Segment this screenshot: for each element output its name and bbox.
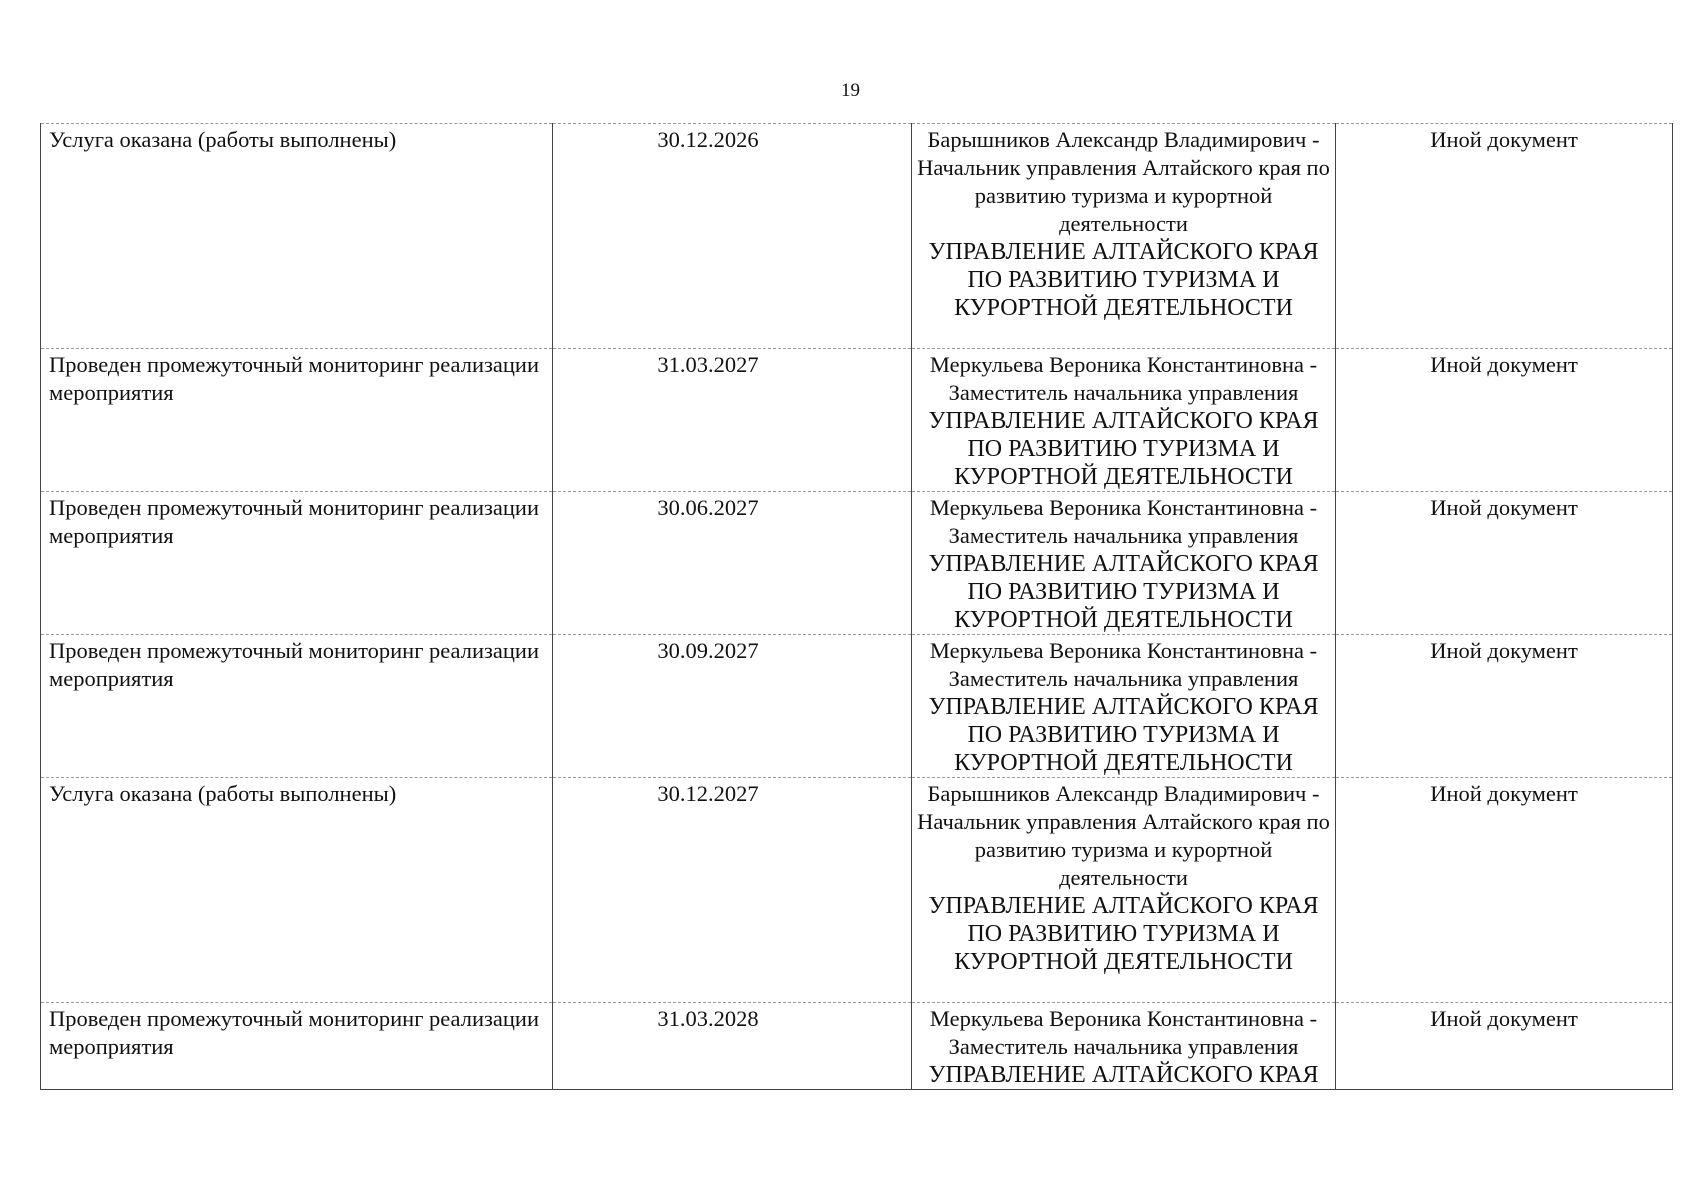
document-type-cell: Иной документ xyxy=(1336,492,1673,635)
result-cell: Проведен промежуточный мониторинг реализации мероприятия xyxy=(41,635,553,778)
date-text: 31.03.2027 xyxy=(657,352,759,377)
result-cell: Услуга оказана (работы выполнены) xyxy=(41,778,553,1003)
table-row xyxy=(41,492,1673,635)
document-type-cell: Иной документ xyxy=(1336,349,1673,492)
table-row xyxy=(41,778,1673,1003)
date-text: 30.09.2027 xyxy=(657,638,759,663)
date-text: 30.06.2027 xyxy=(657,495,759,520)
date-cell xyxy=(553,492,912,635)
responsible-person: Меркульева Вероника Константиновна - Заместитель начальника управления xyxy=(929,352,1318,405)
responsible-cell xyxy=(912,492,1336,635)
date-cell xyxy=(553,124,912,349)
responsible-cell xyxy=(912,635,1336,778)
responsible-organization: УПРАВЛЕНИЕ АЛТАЙСКОГО КРАЯ ПО РАЗВИТИЮ ТУРИЗМА И КУРОРТНОЙ ДЕЯТЕЛЬНОСТИ xyxy=(928,239,1319,321)
responsible-person: Меркульева Вероника Константиновна - Заместитель начальника управления xyxy=(929,638,1318,691)
document-type-cell: Иной документ xyxy=(1336,778,1673,1003)
date-text: 30.12.2027 xyxy=(657,781,759,806)
date-text: 30.12.2026 xyxy=(657,127,759,152)
result-cell: Проведен промежуточный мониторинг реализации мероприятия xyxy=(41,492,553,635)
table-row xyxy=(41,635,1673,778)
table-row xyxy=(41,124,1673,349)
date-cell xyxy=(553,1003,912,1090)
responsible-cell xyxy=(912,349,1336,492)
table-row xyxy=(41,349,1673,492)
result-cell: Проведен промежуточный мониторинг реализации мероприятия xyxy=(41,349,553,492)
responsible-person: Меркульева Вероника Константиновна - Заместитель начальника управления xyxy=(929,495,1318,548)
document-type-cell: Иной документ xyxy=(1336,124,1673,349)
page-number: 19 xyxy=(841,80,860,101)
responsible-person: Меркульева Вероника Константиновна - Заместитель начальника управления xyxy=(929,1006,1318,1059)
table-row xyxy=(41,1003,1673,1090)
result-cell: Проведен промежуточный мониторинг реализации мероприятия xyxy=(41,1003,553,1090)
date-text: 31.03.2028 xyxy=(657,1006,759,1031)
responsible-cell xyxy=(912,124,1336,349)
date-cell xyxy=(553,349,912,492)
result-cell: Услуга оказана (работы выполнены) xyxy=(41,124,553,349)
date-cell xyxy=(553,635,912,778)
responsible-person: Барышников Александр Владимирович - Начальник управления Алтайского края по развитию туризма и курортной деятельности xyxy=(917,781,1330,890)
responsible-cell xyxy=(912,1003,1336,1090)
date-cell xyxy=(553,778,912,1003)
responsible-organization: УПРАВЛЕНИЕ АЛТАЙСКОГО КРАЯ xyxy=(928,1062,1319,1088)
responsible-person: Барышников Александр Владимирович - Начальник управления Алтайского края по развитию туризма и курортной деятельности xyxy=(917,127,1330,236)
responsible-organization: УПРАВЛЕНИЕ АЛТАЙСКОГО КРАЯ ПО РАЗВИТИЮ ТУРИЗМА И КУРОРТНОЙ ДЕЯТЕЛЬНОСТИ xyxy=(928,551,1319,633)
schedule-table xyxy=(40,123,1673,1090)
responsible-cell xyxy=(912,778,1336,1003)
responsible-organization: УПРАВЛЕНИЕ АЛТАЙСКОГО КРАЯ ПО РАЗВИТИЮ ТУРИЗМА И КУРОРТНОЙ ДЕЯТЕЛЬНОСТИ xyxy=(928,408,1319,490)
document-type-cell: Иной документ xyxy=(1336,1003,1673,1090)
responsible-organization: УПРАВЛЕНИЕ АЛТАЙСКОГО КРАЯ ПО РАЗВИТИЮ ТУРИЗМА И КУРОРТНОЙ ДЕЯТЕЛЬНОСТИ xyxy=(928,694,1319,776)
responsible-organization: УПРАВЛЕНИЕ АЛТАЙСКОГО КРАЯ ПО РАЗВИТИЮ ТУРИЗМА И КУРОРТНОЙ ДЕЯТЕЛЬНОСТИ xyxy=(928,893,1319,975)
document-type-cell: Иной документ xyxy=(1336,635,1673,778)
